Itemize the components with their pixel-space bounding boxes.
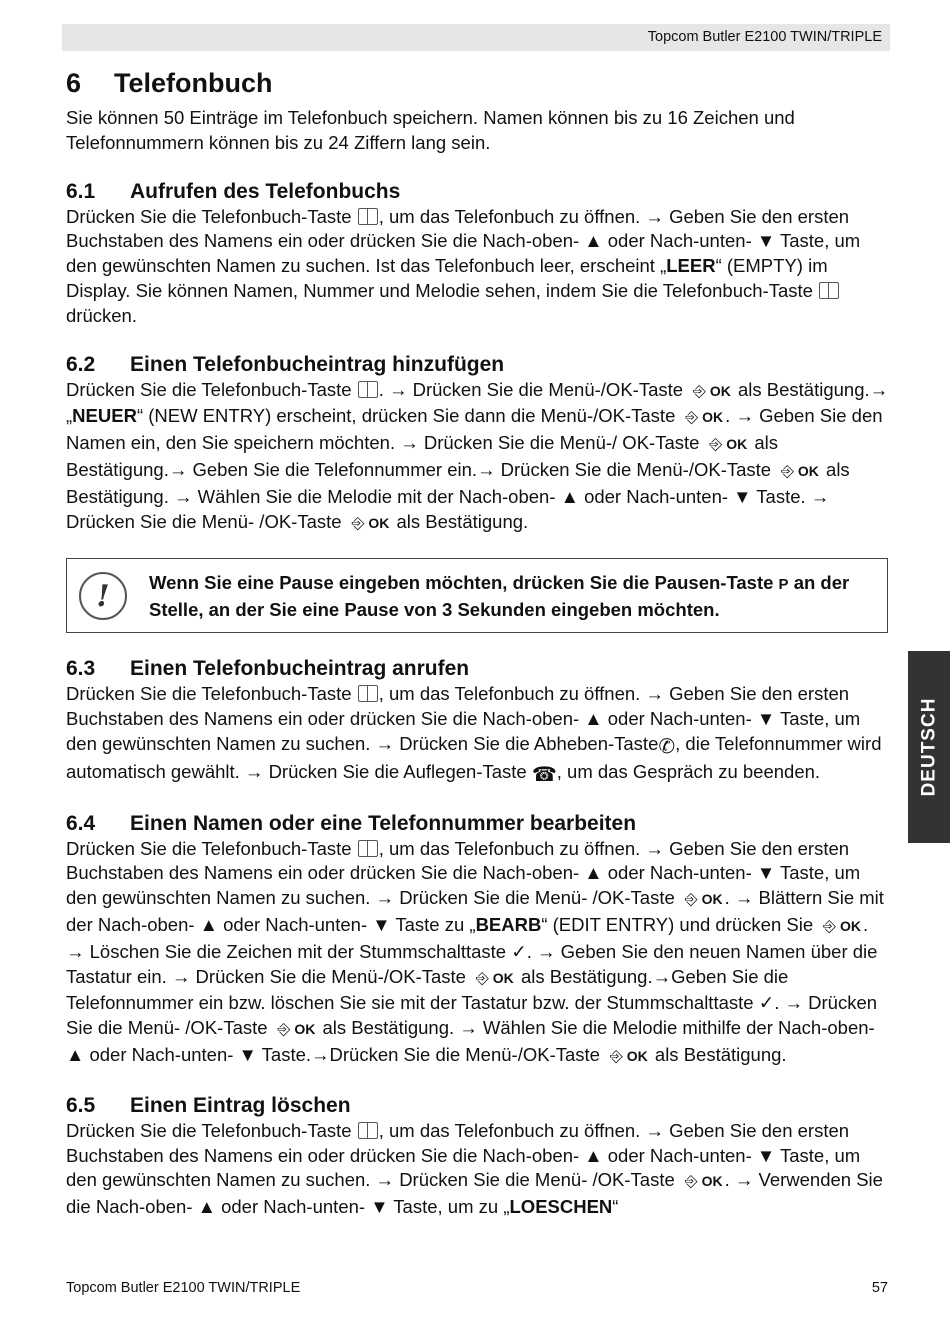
display-text-bearb: BEARB [475,913,542,935]
ok-key-label: OK [701,891,723,908]
text: Drücken Sie die Telefonbuch-Taste [66,1119,357,1141]
section-number: 6.3 [66,657,96,681]
text: “ [612,1196,619,1218]
text: . → Geben Sie den neuen Namen über die Tastatur ein. → Drücken Sie die Menü-/OK-Taste [66,940,878,987]
menu-ok-key-icon: ⎆ [781,462,794,480]
menu-ok-key-icon: ⎆ [823,917,836,935]
text: Drücken Sie die Telefonbuch-Taste [66,683,357,705]
section-heading-6-3 [66,655,890,682]
menu-ok-key-icon: ⎆ [709,436,723,454]
text: drücken. [66,304,137,326]
note-box [66,558,888,633]
chapter-title: Telefonbuch [114,68,273,98]
text: , die Telefonnummer wird automatisch gewählt. → Drücken Sie die Auflegen-Taste [66,732,882,782]
section-title: Einen Telefonbucheintrag anrufen [130,657,470,681]
text: als Bestätigung. → Wählen Sie die Melodie mithilfe der Nach-oben- ▲ oder Nach-unten- ▼ Taste.→Drücken Sie die Menü-/OK-Taste [66,1017,875,1065]
section-heading-6-2 [66,351,890,378]
text: als Bestätigung. → Wählen Sie die Melodie mit der Nach-oben- ▲ oder Nach-unten- ▼ Taste. → Drücken Sie die Menü- /OK-Taste [66,458,850,532]
phonebook-icon [358,381,378,398]
pause-key-label: P [778,576,789,594]
note-text [149,571,879,623]
text: , um das Gespräch zu beenden. [556,760,821,782]
text: . → Geben Sie den Namen ein, den Sie speichern möchten. → Drücken Sie die Menü-/ OK-Taste [66,405,883,454]
menu-ok-key-icon: ⎆ [684,1173,698,1191]
section-heading-6-5 [66,1092,890,1119]
ok-key-label: OK [701,1173,723,1190]
text: Wenn Sie eine Pause eingeben möchten, drücken Sie die Pausen-Taste [149,572,779,594]
section-number: 6.1 [66,179,96,203]
text: “ (EMPTY) im Display. Sie können Namen, Nummer und Melodie sehen, indem Sie die Telefonbuch-Taste [66,255,828,301]
section-number: 6.5 [66,1093,96,1117]
page-number: 57 [871,1280,888,1296]
menu-ok-key-icon: ⎆ [609,1047,623,1065]
menu-ok-key-icon: ⎆ [684,891,698,909]
text: als Bestätigung.→ Geben Sie die Telefonnummer ein.→ Drücken Sie die Menü-/OK-Taste [66,432,779,480]
phonebook-icon [358,208,378,225]
text: , um das Telefonbuch zu öffnen. → Geben Sie den ersten Buchstaben des Namens ein oder drücken Sie die Nach-oben- ▲ oder Nach-unten- ▼ Taste, um den gewünschten Namen zu suchen. → Drücken Sie die Menü- /OK-Taste [66,837,861,909]
text: , um das Telefonbuch zu öffnen. → Geben Sie den ersten Buchstaben des Namens ein oder drücken Sie die Nach-oben- ▲ oder Nach-unten- ▼ Taste, um den gewünschten Namen zu suchen. → Drücken Sie die Abheben-Taste [66,683,861,754]
menu-ok-key-icon: ⎆ [685,409,699,427]
mute-key-icon: ✓ [511,940,527,962]
ok-key-label: OK [702,409,724,426]
text: an der Stelle, an der Sie eine Pause von 3 Sekunden eingeben möchten. [149,572,850,621]
section-body-6-2 [66,378,890,537]
chapter-intro: Sie können 50 Einträge im Telefonbuch speichern. Namen können bis zu 16 Zeichen und Telefonnummern können bis zu 24 Ziffern lang sein. [66,107,795,153]
section-title: Einen Telefonbucheintrag hinzufügen [130,352,505,376]
ok-key-label: OK [709,382,731,399]
phonebook-icon [358,1122,378,1139]
display-text-loeschen: LOESCHEN [509,1196,613,1218]
text: . → Drücken Sie die Menü- /OK-Taste [66,992,878,1039]
section-title: Einen Eintrag löschen [130,1093,351,1117]
section-title: Aufrufen des Telefonbuchs [130,179,401,203]
page-content [66,66,890,1220]
pickup-phone-icon: ✆ [658,735,676,758]
warning-exclamation-icon: ! [79,572,127,620]
ok-key-label: OK [294,1021,316,1038]
section-heading-6-1 [66,178,890,205]
text: Drücken Sie die Telefonbuch-Taste [66,378,357,400]
chapter-heading [66,66,890,100]
section-body-6-5 [66,1119,890,1220]
ok-key-label: OK [839,917,861,934]
text: als Bestätigung.→ „ [66,378,889,427]
side-tab-label: DEUTSCH [918,697,939,797]
language-side-tab [908,651,950,843]
footer-title: Topcom Butler E2100 TWIN/TRIPLE [66,1280,301,1296]
text: , um das Telefonbuch zu öffnen. → Geben Sie den ersten Buchstaben des Namens ein oder drücken Sie die Nach-oben- ▲ oder Nach-unten- ▼ Taste, um den gewünschten Namen zu suchen. Ist das Telefonbuch leer, erscheint „ [66,205,861,277]
text: Drücken Sie die Telefonbuch-Taste [66,205,357,227]
text: als Bestätigung. [396,510,529,532]
section-title: Einen Namen oder eine Telefonnummer bearbeiten [130,811,637,835]
ok-key-label: OK [492,969,514,986]
section-body-6-4 [66,837,890,1070]
page-header [62,24,890,51]
phonebook-icon [358,685,378,702]
text: als Bestätigung.→Geben Sie die Telefonnummer ein bzw. löschen Sie sie mit der Tastatur bzw. der Stummschalttaste [66,965,789,1014]
menu-ok-key-icon: ⎆ [475,969,489,987]
text: “ (EDIT ENTRY) und drücken Sie [541,913,814,935]
section-body-6-3 [66,682,890,787]
menu-ok-key-icon: ⎆ [693,382,706,400]
header-title: Topcom Butler E2100 TWIN/TRIPLE [647,29,882,45]
section-number: 6.2 [66,352,96,376]
chapter-number: 6 [66,68,82,98]
hangup-phone-icon: ☎ [531,763,557,786]
text: als Bestätigung. [654,1043,787,1065]
ok-key-label: OK [726,436,748,453]
ok-key-label: OK [368,514,390,531]
section-heading-6-4 [66,810,890,837]
display-text-neuer: NEUER [72,405,137,427]
menu-ok-key-icon: ⎆ [351,514,365,532]
phonebook-icon [819,282,839,299]
phonebook-icon [358,840,378,857]
text: . → Verwenden Sie die Nach-oben- ▲ oder Nach-unten- ▼ Taste, um zu „ [66,1169,883,1218]
mute-key-icon: ✓ [758,992,775,1014]
ok-key-label: OK [626,1047,648,1064]
text: “ (NEW ENTRY) erscheint, drücken Sie dann die Menü-/OK-Taste [136,405,676,427]
text: , um das Telefonbuch zu öffnen. → Geben Sie den ersten Buchstaben des Namens ein oder drücken Sie die Nach-oben- ▲ oder Nach-unten- ▼ Taste, um den gewünschten Namen zu suchen. → Drücken Sie die Menü- /OK-Taste [66,1119,861,1191]
text: Drücken Sie die Telefonbuch-Taste [66,837,357,859]
text: . → Löschen Sie die Zeichen mit der Stummschalttaste [66,913,869,962]
section-number: 6.4 [66,811,96,835]
ok-key-label: OK [797,462,819,479]
menu-ok-key-icon: ⎆ [277,1021,291,1039]
display-text-leer: LEER [666,255,716,277]
text: . → Drücken Sie die Menü-/OK-Taste [378,378,684,400]
text: . → Blättern Sie mit der Nach-oben- ▲ oder Nach-unten- ▼ Taste zu „ [66,887,884,935]
section-body-6-1 [66,205,890,329]
